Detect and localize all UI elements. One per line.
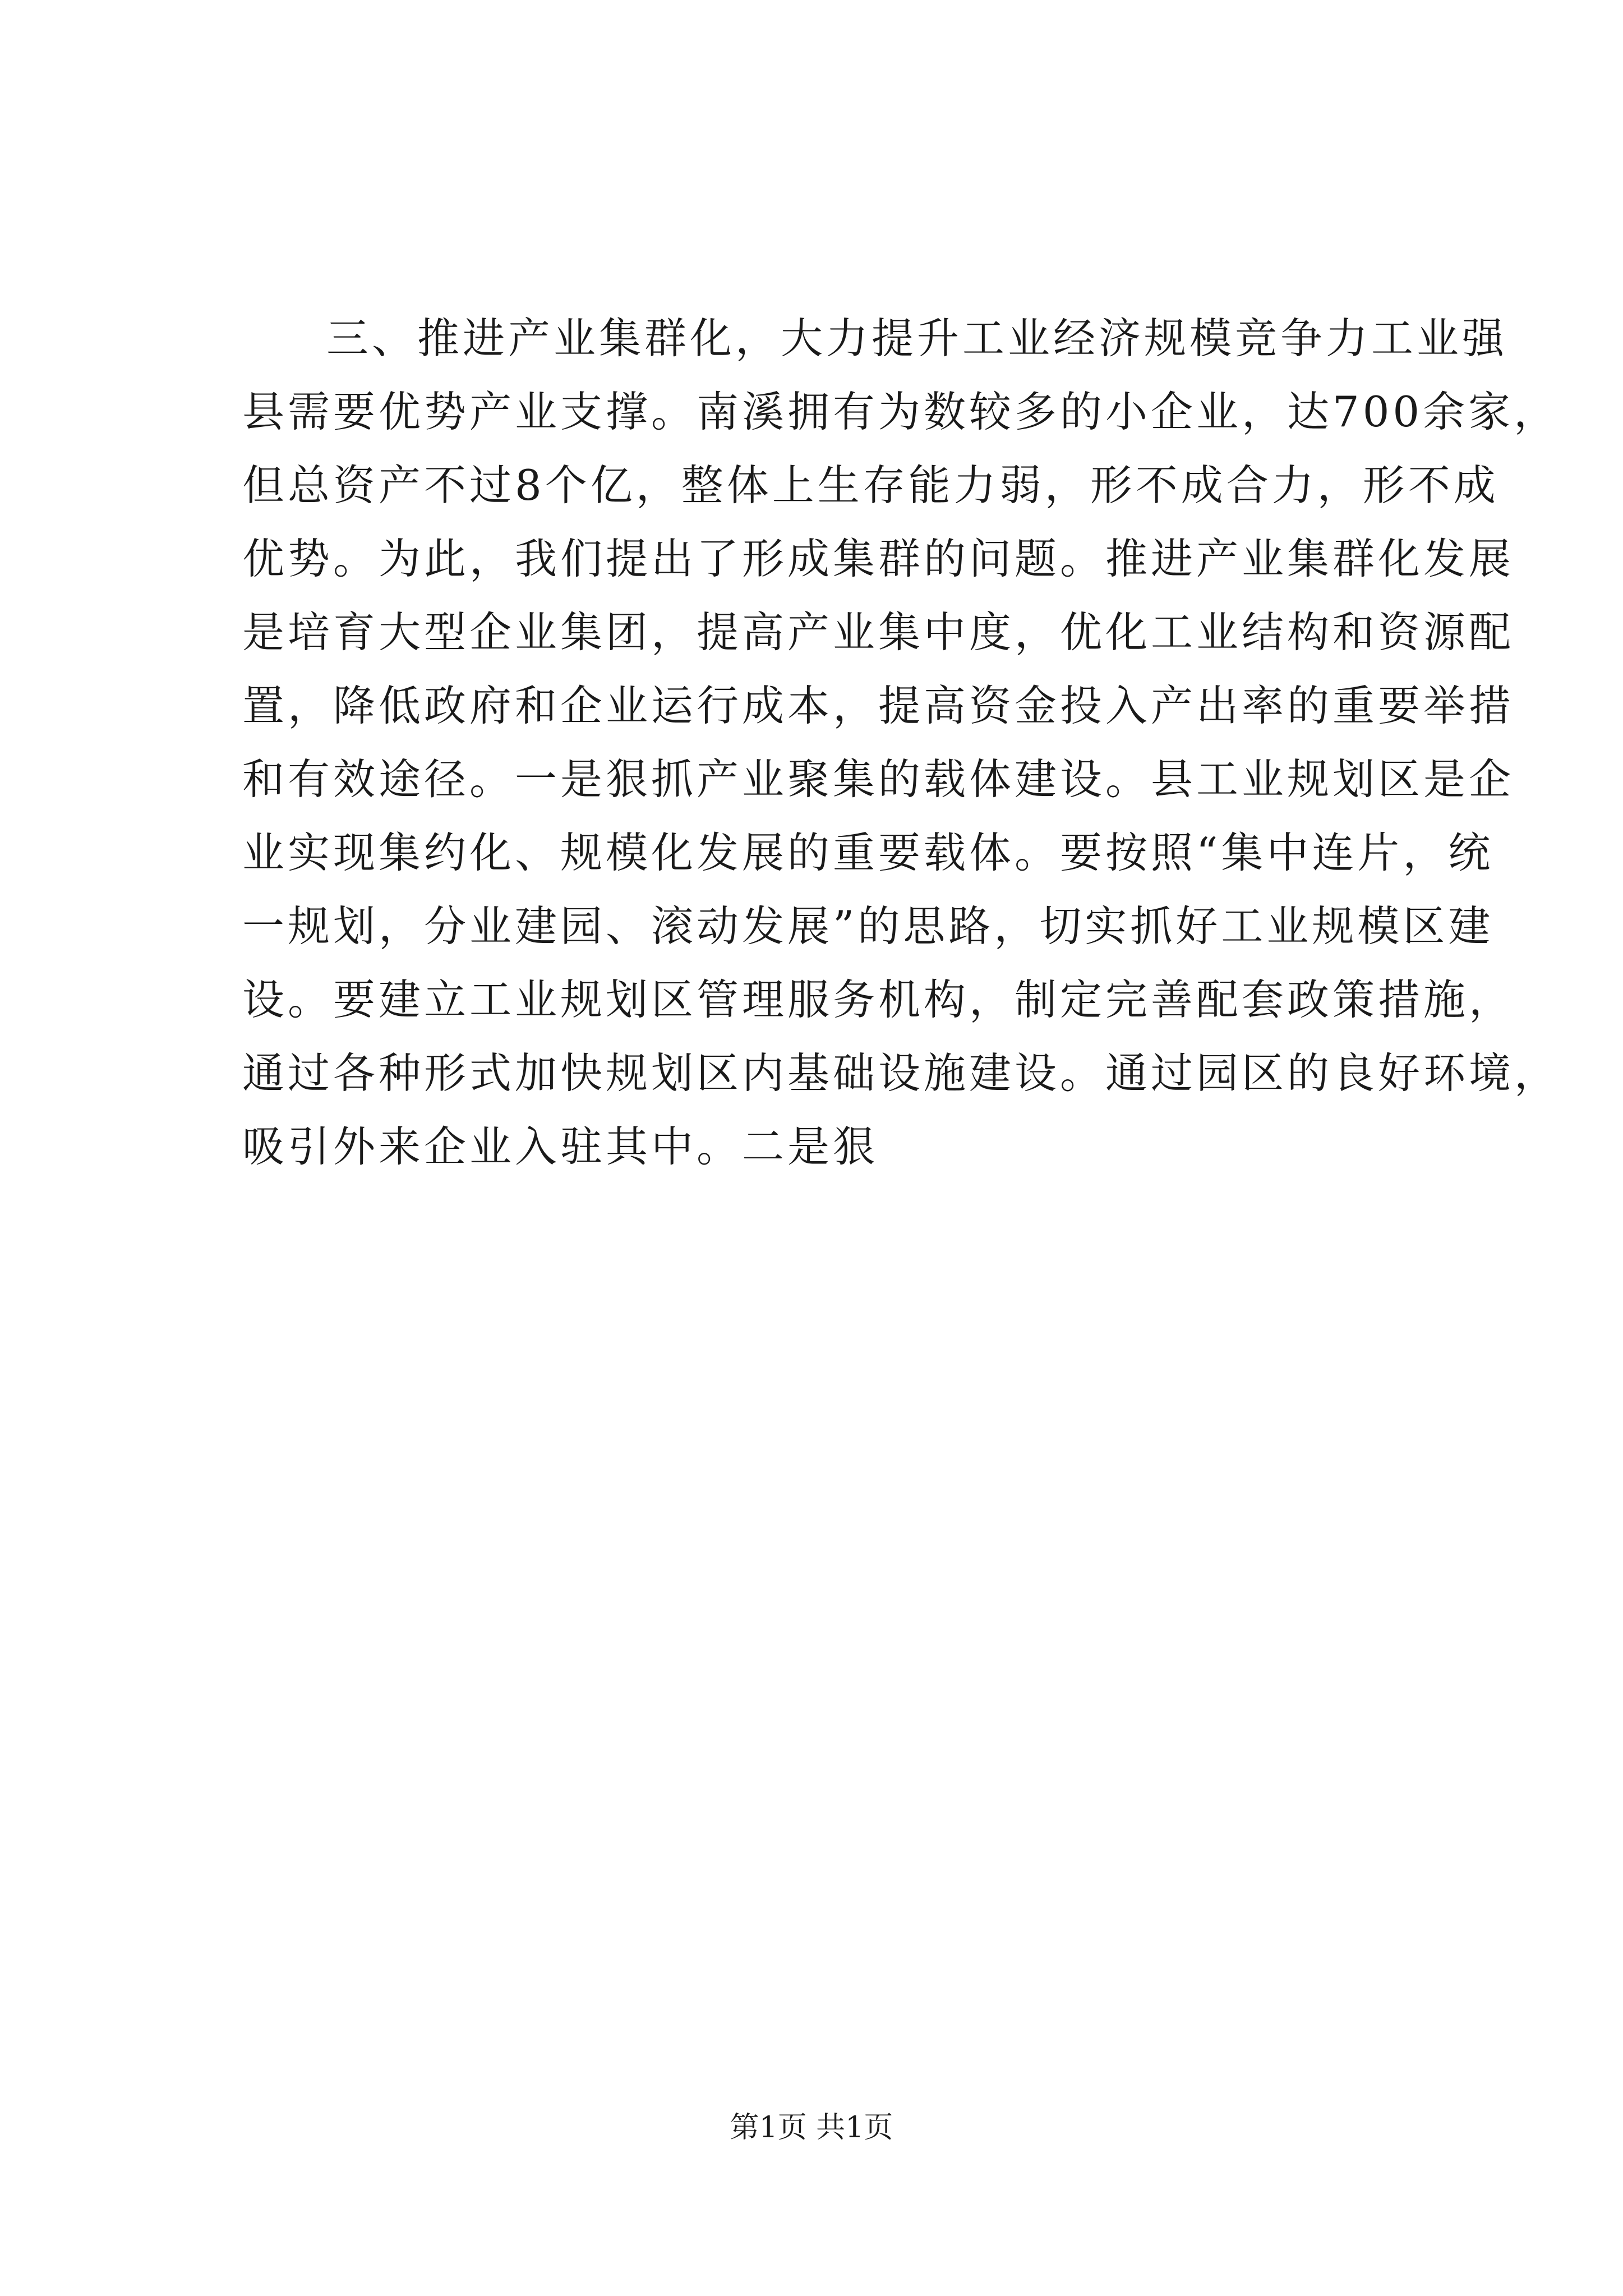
body-paragraph (242, 302, 1560, 1184)
paragraph-line: 县需要优势产业支撑。南溪拥有为数较多的小企业，达700余家， (242, 387, 1560, 436)
paragraph-line: 优势。为此，我们提出了形成集群的问题。推进产业集群化发展 (242, 534, 1515, 583)
paragraph-line: 业实现集约化、规模化发展的重要载体。要按照“集中连片，统 (242, 828, 1494, 877)
paragraph-line: 一规划，分业建园、滚动发展”的思路，切实抓好工业规模区建 (242, 901, 1494, 951)
page-number-label: 第1页 共1页 (730, 2111, 893, 2145)
page-footer (0, 2108, 1623, 2147)
paragraph-line: 是培育大型企业集团，提高产业集中度，优化工业结构和资源配 (242, 608, 1515, 657)
paragraph-line: 吸引外来企业入驻其中。二是狠 (242, 1122, 879, 1171)
paragraph-line: 设。要建立工业规划区管理服务机构，制定完善配套政策措施， (242, 975, 1515, 1024)
paragraph-line: 但总资产不过8个亿，整体上生存能力弱，形不成合力，形不成 (242, 461, 1499, 510)
paragraph-line: 置，降低政府和企业运行成本，提高资金投入产出率的重要举措 (242, 681, 1515, 730)
paragraph-line: 和有效途径。一是狠抓产业聚集的载体建设。县工业规划区是企 (242, 754, 1515, 804)
paragraph-line: 通过各种形式加快规划区内基础设施建设。通过园区的良好环境， (242, 1048, 1560, 1098)
paragraph-line: 三、推进产业集群化，大力提升工业经济规模竞争力工业强 (326, 314, 1508, 363)
